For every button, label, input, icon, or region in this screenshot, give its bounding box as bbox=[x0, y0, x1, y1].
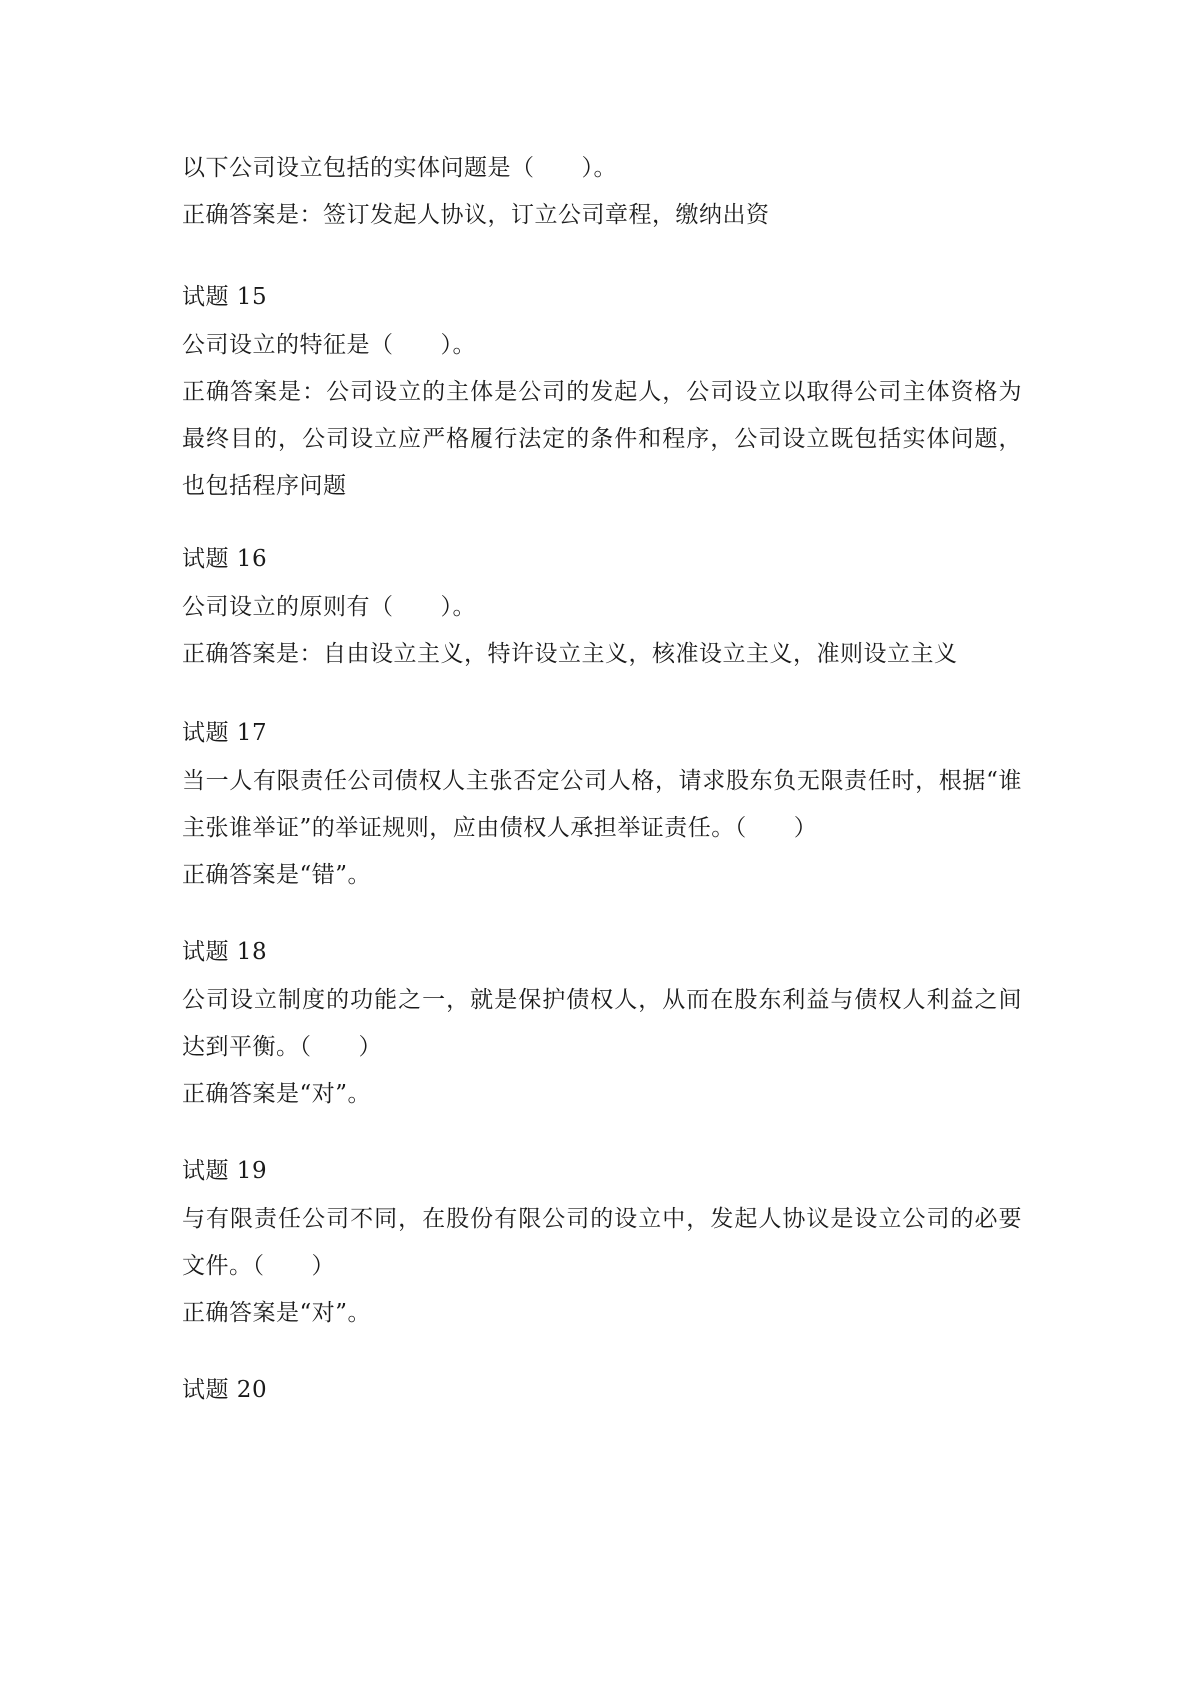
answer-text: 正确答案是：签订发起人协议，订立公司章程，缴纳出资 bbox=[182, 202, 770, 228]
answer-text: 正确答案是“对”。 bbox=[182, 1081, 372, 1107]
answer-text: 正确答案是“对”。 bbox=[182, 1300, 372, 1326]
question-number: 试题 17 bbox=[182, 720, 268, 746]
answer-text: 正确答案是：公司设立的主体是公司的发起人，公司设立以取得公司主体资格为最终目的，公司设立应严格履行法定的条件和程序，公司设立既包括实体问题，也包括程序问题 bbox=[182, 379, 1022, 499]
question-number: 试题 15 bbox=[182, 284, 268, 310]
question-text: 公司设立的原则有（ ）。 bbox=[182, 594, 476, 620]
question-number: 试题 18 bbox=[182, 939, 268, 965]
answer-text: 正确答案是“错”。 bbox=[182, 862, 372, 888]
question-number: 试题 16 bbox=[182, 546, 268, 572]
question-text: 公司设立的特征是（ ）。 bbox=[182, 332, 476, 358]
question-number: 试题 19 bbox=[182, 1158, 268, 1184]
question-text: 以下公司设立包括的实体问题是（ ）。 bbox=[182, 155, 617, 181]
question-text: 与有限责任公司不同，在股份有限公司的设立中，发起人协议是设立公司的必要文件。（ ） bbox=[182, 1206, 1022, 1279]
answer-text: 正确答案是：自由设立主义，特许设立主义，核准设立主义，准则设立主义 bbox=[182, 641, 958, 667]
question-number: 试题 20 bbox=[182, 1377, 268, 1403]
question-text: 公司设立制度的功能之一，就是保护债权人，从而在股东利益与债权人利益之间达到平衡。（ ） bbox=[182, 987, 1022, 1060]
question-text: 当一人有限责任公司债权人主张否定公司人格，请求股东负无限责任时，根据“谁主张谁举证”的举证规则，应由债权人承担举证责任。（ ） bbox=[182, 768, 1022, 841]
